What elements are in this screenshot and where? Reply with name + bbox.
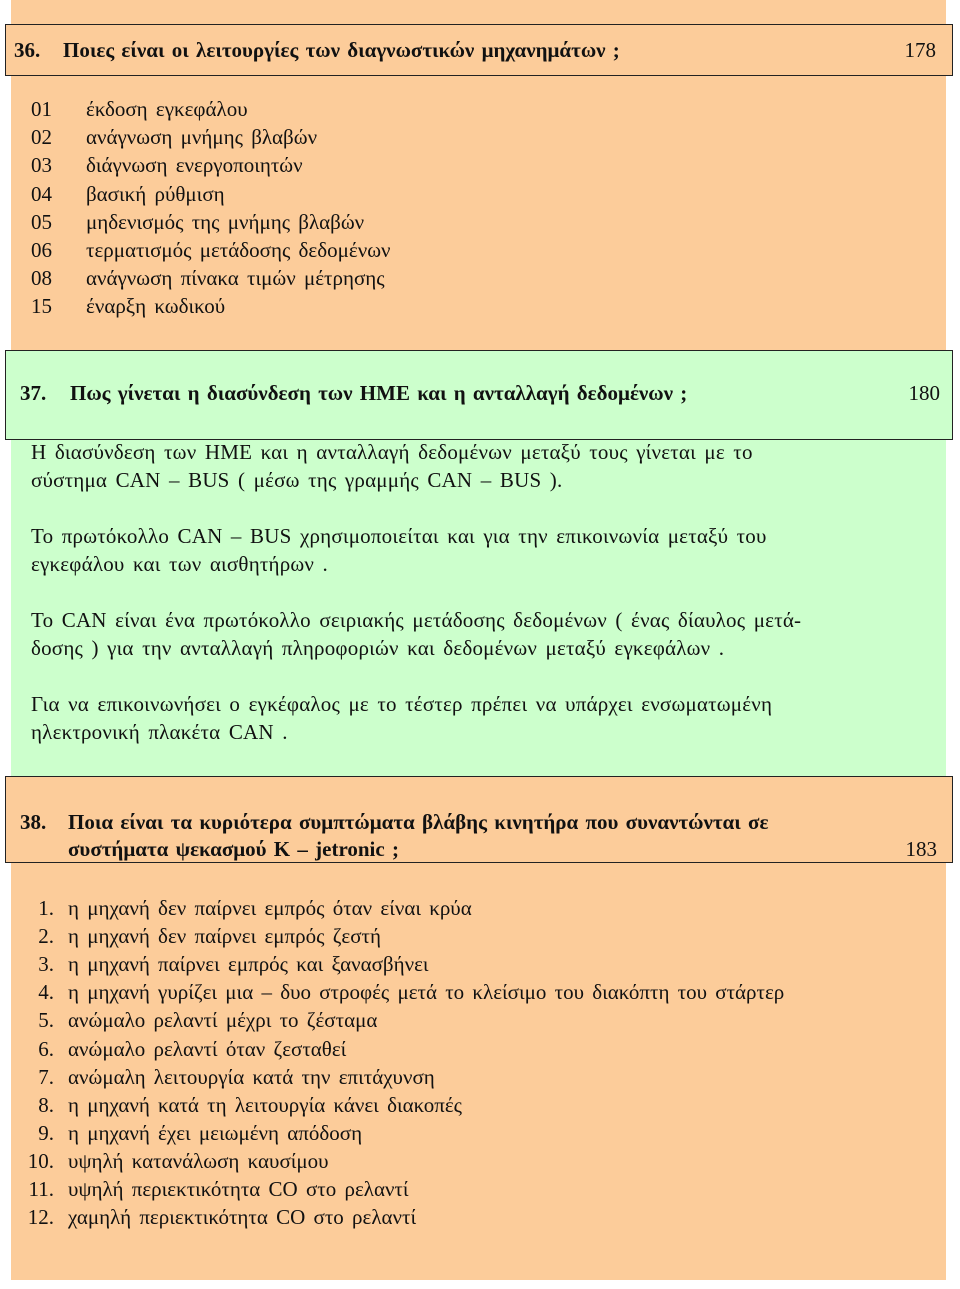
symptom-text: η μηχανή γυρίζει μια – δυο στροφές μετά το κλείσιμο του διακόπτη του στάρτερ xyxy=(68,980,785,1005)
symptom-number: 2. xyxy=(38,924,54,949)
symptom-text: υψηλή κατανάλωση καυσίμου xyxy=(68,1148,329,1173)
symptom-number: 6. xyxy=(38,1036,54,1061)
symptom-number: 9. xyxy=(38,1120,54,1145)
symptom-number: 4. xyxy=(38,980,54,1005)
symptom-text: χαμηλή περιεκτικότητα CO στο ρελαντί xyxy=(68,1205,417,1230)
question-37-header xyxy=(5,350,953,440)
symptom-text: η μηχανή δεν παίρνει εμπρός όταν είναι κρύα xyxy=(68,896,472,920)
symptom-text: ανώμαλο ρελαντί όταν ζεσταθεί xyxy=(68,1036,347,1061)
symptom-number: 7. xyxy=(38,1064,54,1089)
question-36-header xyxy=(5,24,953,76)
symptom-text: ανώμαλο ρελαντί μέχρι το ζέσταμα xyxy=(68,1008,378,1033)
paragraph-line: Για να επικοινωνήσει ο εγκέφαλος με το τέστερ πρέπει να υπάρχει ενσωματωμένη xyxy=(31,692,773,716)
function-label: ανάγνωση μνήμης βλαβών xyxy=(86,125,318,150)
function-label: έναρξη κωδικού xyxy=(86,294,226,319)
symptom-text: η μηχανή παίρνει εμπρός και ξανασβήνει xyxy=(68,952,429,977)
question-number: 38. xyxy=(20,810,47,834)
page-reference: 180 xyxy=(908,381,940,405)
question-number: 37. xyxy=(20,381,47,405)
paragraph-line: σύστημα CAN – BUS ( μέσω της γραμμής CAN – BUS ). xyxy=(31,468,563,492)
symptom-text: η μηχανή κατά τη λειτουργία κάνει διακοπές xyxy=(68,1092,462,1117)
paragraph-line: δοσης ) για την ανταλλαγή πληροφοριών και δεδομένων μεταξύ εγκεφάλων . xyxy=(31,636,725,660)
symptom-number: 8. xyxy=(38,1092,54,1117)
question-number: 36. xyxy=(14,38,41,62)
paragraph-line: Το CAN είναι ένα πρωτόκολλο σειριακής μετάδοσης δεδομένων ( ένας δίαυλος μετά- xyxy=(31,608,802,632)
symptom-number: 10. xyxy=(27,1148,54,1173)
function-code: 08 xyxy=(31,266,52,291)
function-code: 06 xyxy=(31,238,52,262)
function-code: 02 xyxy=(31,125,52,150)
paragraph-line: ηλεκτρονική πλακέτα CAN . xyxy=(31,720,288,744)
function-label: βασική ρύθμιση xyxy=(86,181,225,206)
symptom-text: η μηχανή δεν παίρνει εμπρός ζεστή xyxy=(68,924,381,949)
page-reference: 183 xyxy=(905,837,937,861)
symptom-text: η μηχανή έχει μειωμένη απόδοση xyxy=(68,1120,363,1145)
page-reference: 178 xyxy=(904,38,936,62)
paragraph-line: Το πρωτόκολλο CAN – BUS χρησιμοποιείται και για την επικοινωνία μεταξύ του xyxy=(31,524,767,548)
symptom-text: υψηλή περιεκτικότητα CO στο ρελαντί xyxy=(68,1177,409,1201)
symptom-number: 11. xyxy=(28,1177,54,1201)
function-label: τερματισμός μετάδοσης δεδομένων xyxy=(86,238,391,262)
symptom-number: 3. xyxy=(38,952,54,977)
function-code: 04 xyxy=(31,181,52,206)
function-label: διάγνωση ενεργοποιητών xyxy=(86,153,303,178)
question-title: Πως γίνεται η διασύνδεση των ΗΜΕ και η ανταλλαγή δεδομένων ; xyxy=(70,381,688,405)
symptom-number: 1. xyxy=(38,896,54,920)
function-code: 03 xyxy=(31,153,52,178)
question-title-line-2: συστήματα ψεκασμού K – jetronic ; xyxy=(68,837,399,861)
question-38-header xyxy=(5,776,953,863)
symptom-number: 12. xyxy=(27,1205,54,1230)
function-code: 15 xyxy=(31,294,52,319)
paragraph-line: εγκεφάλου και των αισθητήρων . xyxy=(31,552,328,576)
symptom-number: 5. xyxy=(38,1008,54,1033)
function-code: 01 xyxy=(31,97,52,121)
paragraph-line: Η διασύνδεση των ΗΜΕ και η ανταλλαγή δεδομένων μεταξύ τους γίνεται με το xyxy=(31,440,753,464)
symptom-text: ανώμαλη λειτουργία κατά την επιτάχυνση xyxy=(68,1064,435,1089)
function-label: μηδενισμός της μνήμης βλαβών xyxy=(86,209,365,234)
function-label: έκδοση εγκεφάλου xyxy=(86,97,248,121)
function-label: ανάγνωση πίνακα τιμών μέτρησης xyxy=(86,266,385,291)
question-title: Ποιες είναι οι λειτουργίες των διαγνωστικών μηχανημάτων ; xyxy=(63,38,620,62)
function-code: 05 xyxy=(31,209,52,234)
question-title-line-1: Ποια είναι τα κυριότερα συμπτώματα βλάβης κινητήρα που συναντώνται σε xyxy=(68,810,769,834)
